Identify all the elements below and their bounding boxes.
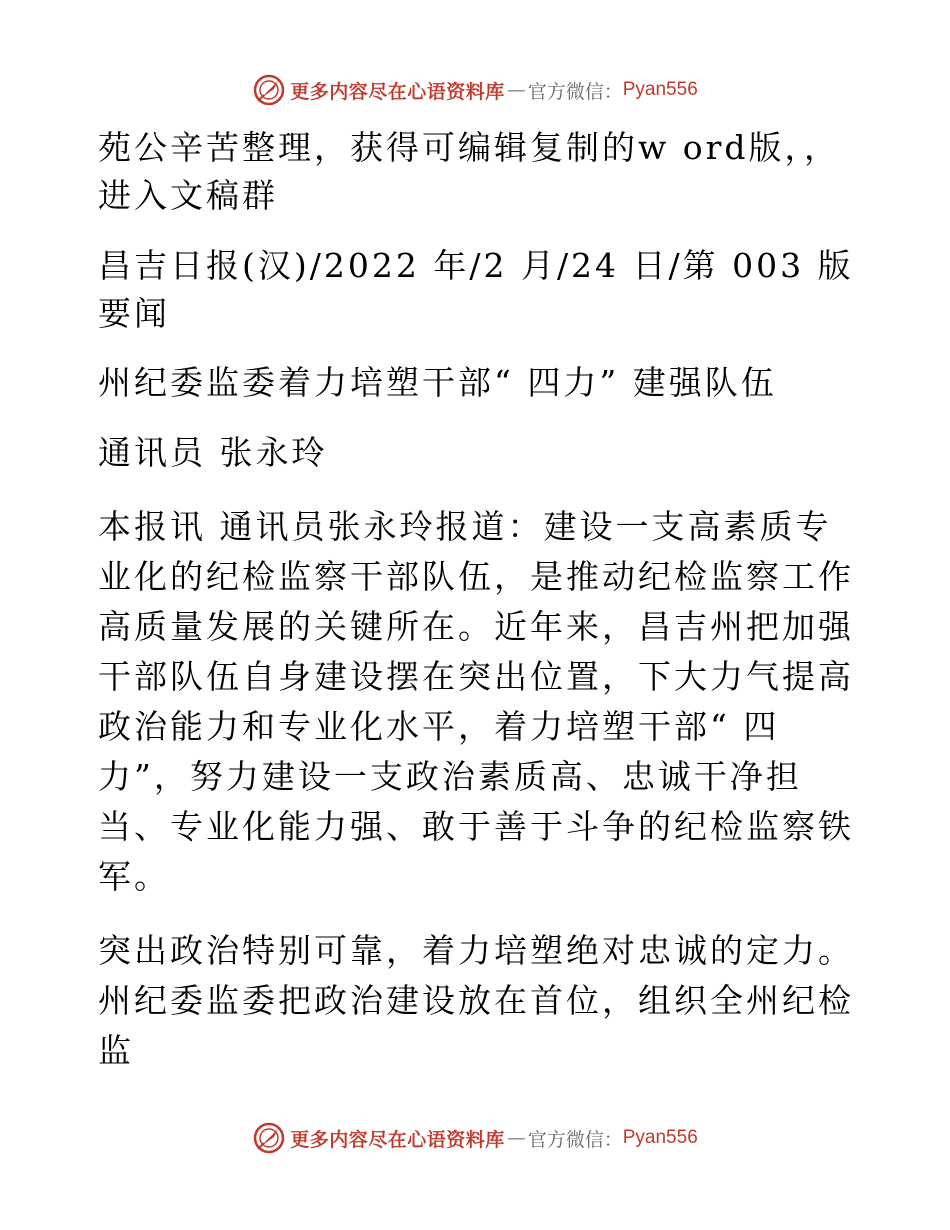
- watermark-account: Pyan556: [622, 1127, 698, 1148]
- quill-circle-logo-icon: [252, 1121, 286, 1155]
- editor-note: 苑公辛苦整理，获得可编辑复制的w ord版，，进入文稿群: [98, 128, 841, 215]
- watermark-header: [0, 70, 950, 110]
- watermark-brand-text: 更多内容尽在心语资料库: [290, 1128, 505, 1151]
- watermark-footer: [0, 1118, 950, 1158]
- watermark-separator: —: [506, 79, 526, 101]
- watermark-separator: —: [506, 1127, 526, 1149]
- watermark-account: Pyan556: [622, 79, 698, 100]
- watermark-label: 官方微信：: [527, 1128, 623, 1151]
- watermark-label: 官方微信：: [527, 80, 623, 103]
- article-headline: 州纪委监委着力培塑干部“ 四力” 建强队伍: [98, 363, 777, 402]
- quill-circle-logo-icon: [252, 73, 286, 107]
- document-body: [98, 124, 858, 1076]
- body-paragraph: 突出政治特别可靠，着力培塑绝对忠诚的定力。州纪委监委把政治建设放在首位，组织全州纪检监: [98, 931, 854, 1070]
- body-paragraph: 本报讯 通讯员张永玲报道：建设一支高素质专业化的纪检监察干部队伍，是推动纪检监察工作高质量发展的关键所在。近年来，昌吉州把加强干部队伍自身建设摆在突出位置，下大力气提高政治能力和专业化水平，着力培塑干部“ 四力”，努力建设一支政治素质高、忠诚干净担当、专业化能力强、敢于善于斗争的纪检监察铁军。: [98, 507, 854, 896]
- watermark-brand-text: 更多内容尽在心语资料库: [290, 80, 505, 103]
- article-byline: 通讯员 张永玲: [98, 433, 328, 472]
- article-source: 昌吉日报(汉)/2022 年/2 月/24 日/第 003 版要闻: [98, 246, 854, 333]
